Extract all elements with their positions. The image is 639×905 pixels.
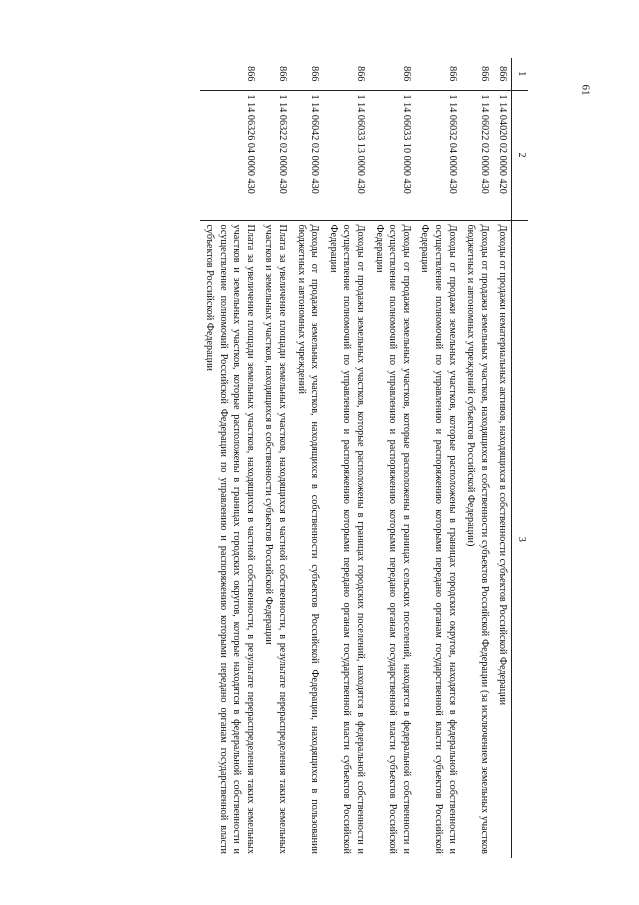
revenue-description-cell: Плата за увеличение площади земельных участков, находящихся в частной собственности, в результате перераспределения таких земельных участков и земельных участков, находящихся в собственности субъектов Российской Федерации: [263, 224, 289, 854]
table-row: [415, 58, 461, 858]
revenue-description-cell: Доходы от продажи нематериальных активов, находящихся в собственности субъектов Российской Федерации: [497, 224, 509, 706]
revenue-description-cell: Доходы от продажи земельных участков, которые расположены в границах сельских поселений, находятся в федеральной собственности и осуществление полномочий по управлению и распоряжению которыми передано органам государственной власти субъектов Российской Федерации: [373, 224, 412, 854]
admin-code-cell: 866: [461, 58, 493, 90]
rotated-page-content: [98, 58, 528, 858]
column-header-1: 1: [512, 58, 528, 90]
admin-code-cell: 866: [415, 58, 461, 90]
admin-code-cell: 866: [200, 58, 259, 90]
revenue-description-cell: Доходы от продажи земельных участков, находящихся в собственности субъектов Российской Федерации, находящихся в пользовании бюджетных и автономных учреждений: [295, 224, 321, 854]
table-row: [200, 58, 259, 858]
table-row: [291, 58, 323, 858]
revenue-description-cell: Доходы от продажи земельных участков, которые расположены в границах городских поселений, находятся в федеральной собственности и осуществление полномочий по управлению и распоряжению которыми передано органам государственной власти субъектов Российской Федерации: [327, 224, 367, 854]
revenue-code-cell: 1 14 06322 02 0000 430: [259, 90, 291, 220]
admin-code-cell: 866: [323, 58, 369, 90]
revenue-description-cell: Плата за увеличение площади земельных участков, находящихся в частной собственности, в результате перераспределения таких земельных участков и земельных участков, которые расположены в границах городских округов, которые находятся в федеральной собственности и осуществление полномочий Российской Федерации по управлению и распоряжению которыми передано органам государственной власти субъектов Российской Федерации: [204, 224, 256, 854]
admin-code-cell: 866: [493, 58, 512, 90]
table-row: [493, 58, 512, 858]
admin-code-cell: 866: [369, 58, 415, 90]
revenue-code-cell: 1 14 04020 02 0000 420: [493, 90, 512, 220]
table-row: [369, 58, 415, 858]
revenue-code-cell: 1 14 06042 02 0000 430: [291, 90, 323, 220]
table-row: [323, 58, 369, 858]
column-header-3: 3: [512, 220, 528, 858]
revenue-code-cell: 1 14 06032 04 0000 430: [415, 90, 461, 220]
page-number: 61: [579, 84, 592, 96]
revenue-code-cell: 1 14 06033 13 0000 430: [323, 90, 369, 220]
admin-code-cell: 866: [291, 58, 323, 90]
table-header-row: [512, 58, 528, 858]
revenue-codes-table: [200, 58, 528, 858]
table-row: [259, 58, 291, 858]
admin-code-cell: 866: [259, 58, 291, 90]
table-row: [461, 58, 493, 858]
revenue-code-cell: 1 14 06033 10 0000 430: [369, 90, 415, 220]
revenue-description-cell: Доходы от продажи земельных участков, которые расположены в границах городских округов, находятся в федеральной собственности и осуществление полномочий по управлению и распоряжению которыми передано органам государственной власти субъектов Российской Федерации: [419, 224, 458, 854]
revenue-description-cell: Доходы от продажи земельных участков, находящихся в собственности субъектов Российской Федерации (за исключением земельных участков бюджетных и автономных учреждений субъектов Российской Федерации): [465, 224, 490, 854]
revenue-code-cell: 1 14 06022 02 0000 430: [461, 90, 493, 220]
revenue-code-cell: 1 14 06326 04 0000 430: [200, 90, 259, 220]
column-header-2: 2: [512, 90, 528, 220]
